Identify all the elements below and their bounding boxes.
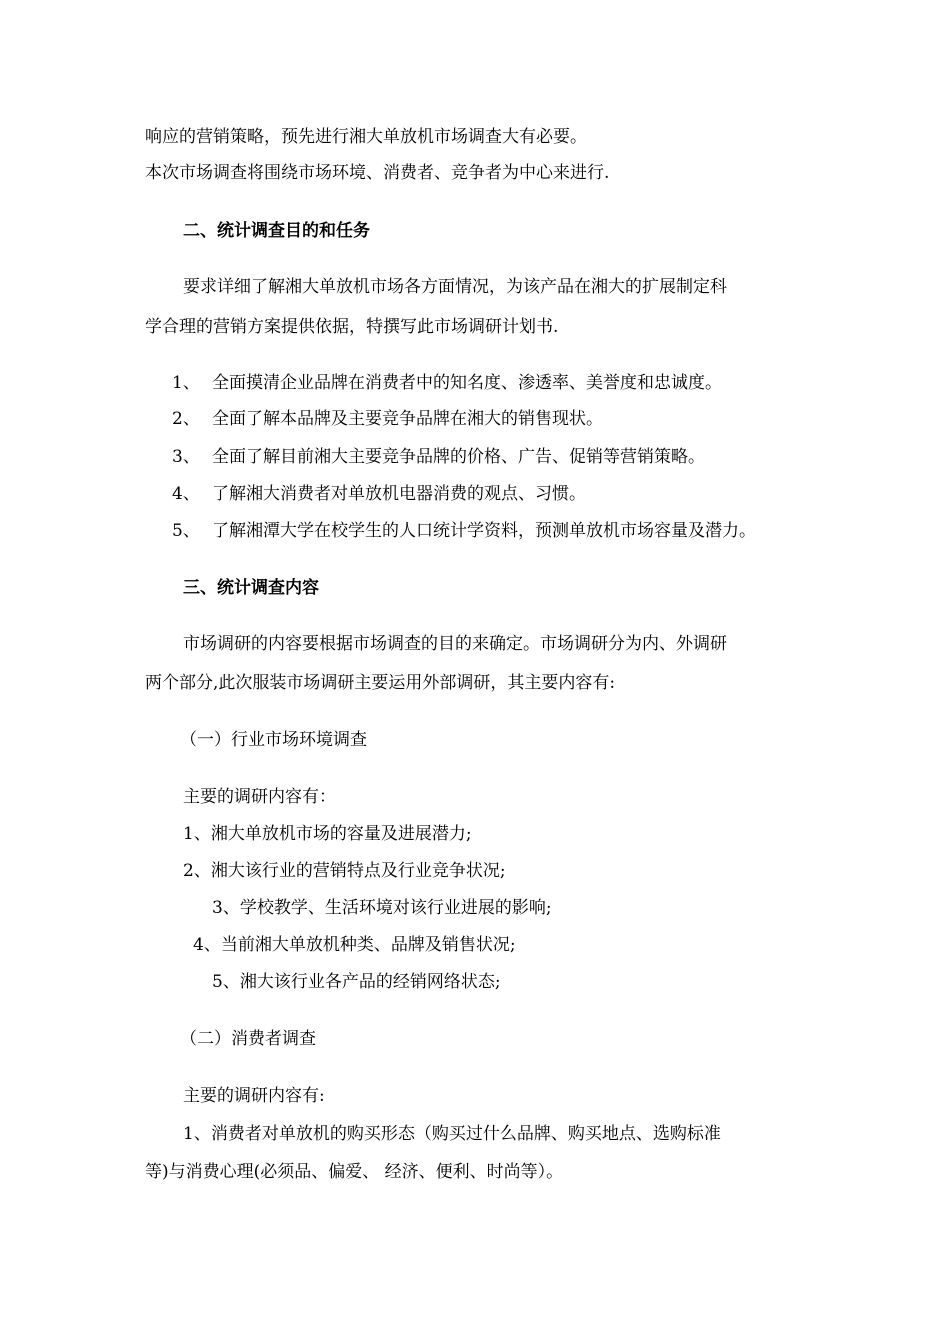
- section-heading-2: 二、统计调查目的和任务: [183, 221, 370, 241]
- consumer-item-1-line-2: 等)与消费心理(必须品、偏爱、 经济、便利、时尚等）。: [145, 1162, 564, 1182]
- intro-line-2: 本次市场调查将围绕市场环境、消费者、竞争者为中心来进行.: [145, 163, 610, 183]
- goal-item-number: 4、: [172, 484, 200, 504]
- goal-item-text: 全面了解目前湘大主要竞争品牌的价格、广告、促销等营销策略。: [212, 447, 705, 467]
- industry-item-5: 5、湘大该行业各产品的经销网络状态;: [212, 972, 501, 992]
- industry-item-4: 4、当前湘大单放机种类、品牌及销售状况;: [193, 935, 516, 955]
- goal-item-2: [172, 408, 603, 430]
- goal-item-number: 1、: [172, 373, 200, 393]
- section3-paragraph-line-2: 两个部分,此次服装市场调研主要运用外部调研，其主要内容有:: [145, 673, 616, 693]
- subsection-title-2: （二）消费者调查: [180, 1029, 316, 1049]
- goal-item-text: 了解湘大消费者对单放机电器消费的观点、习惯。: [212, 484, 586, 504]
- subsection-title-1: （一）行业市场环境调查: [180, 730, 367, 750]
- goal-item-text: 全面摸清企业品牌在消费者中的知名度、渗透率、美誉度和忠诚度。: [212, 373, 722, 393]
- goal-item-number: 3、: [172, 447, 200, 467]
- industry-item-3: 3、学校教学、生活环境对该行业进展的影响;: [212, 898, 552, 918]
- section-heading-3: 三、统计调查内容: [183, 578, 319, 598]
- goal-item-text: 了解湘潭大学在校学生的人口统计学资料，预测单放机市场容量及潜力。: [212, 521, 756, 541]
- intro-line-1: 响应的营销策略，预先进行湘大单放机市场调查大有必要。: [145, 127, 587, 147]
- goal-item-3: [172, 446, 705, 468]
- section3-paragraph-line-1: 市场调研的内容要根据市场调查的目的来确定。市场调研分为内、外调研: [183, 634, 727, 654]
- goal-item-number: 2、: [172, 409, 200, 429]
- section2-paragraph-line-2: 学合理的营销方案提供依据，特撰写此市场调研计划书.: [145, 317, 559, 337]
- industry-item-2: 2、湘大该行业的营销特点及行业竞争状况;: [183, 861, 506, 881]
- consumer-item-1-line-1: 1、消费者对单放机的购买形态（购买过什么品牌、购买地点、选购标准: [183, 1124, 721, 1144]
- goal-item-number: 5、: [172, 521, 200, 541]
- section2-paragraph-line-1: 要求详细了解湘大单放机市场各方面情况，为该产品在湘大的扩展制定科: [183, 277, 727, 297]
- goal-item-text: 全面了解本品牌及主要竞争品牌在湘大的销售现状。: [212, 409, 603, 429]
- subsection1-lead: 主要的调研内容有：: [183, 787, 336, 807]
- industry-item-1: 1、湘大单放机市场的容量及进展潜力;: [183, 824, 472, 844]
- subsection2-lead: 主要的调研内容有:: [183, 1086, 325, 1106]
- goal-item-4: [172, 483, 586, 505]
- goal-item-5: [172, 520, 756, 542]
- goal-item-1: [172, 372, 722, 394]
